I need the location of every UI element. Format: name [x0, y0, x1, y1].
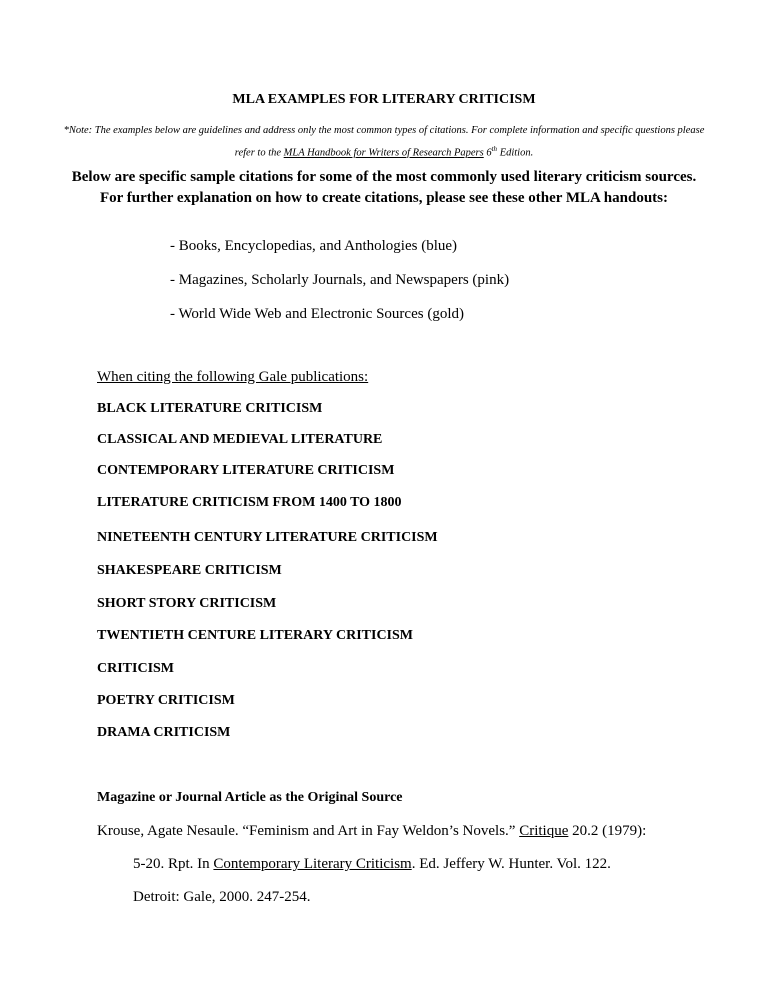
handout-item: - World Wide Web and Electronic Sources (gold) [170, 306, 464, 322]
publication-item: POETRY CRITICISM [97, 693, 235, 708]
edition-number: 6 [486, 147, 492, 159]
publication-item: BLACK LITERATURE CRITICISM [97, 401, 323, 416]
publication-item: LITERATURE CRITICISM FROM 1400 TO 1800 [97, 495, 402, 510]
note-text: *Note: The examples below are guidelines and address only the most common types of citations. For complete information and specific questions please refer to the [63, 125, 705, 159]
publication-item: CONTEMPORARY LITERATURE CRITICISM [97, 463, 395, 478]
citation-author-title: Krouse, Agate Nesaule. “Feminism and Art in Fay Weldon’s Novels.” [97, 823, 520, 839]
citation-reprint-title: Contemporary Literary Criticism [213, 856, 412, 872]
publication-item: SHAKESPEARE CRITICISM [97, 563, 282, 578]
publication-item: CRITICISM [97, 661, 175, 676]
citation-line-2 [133, 856, 611, 873]
intro-paragraph: Below are specific sample citations for some of the most commonly used literary criticism sources. For further explanation on how to create citations, please see these other MLA handouts: [71, 169, 697, 206]
handout-item: - Magazines, Scholarly Journals, and Newspapers (pink) [170, 272, 510, 288]
citation-journal: Critique [519, 823, 569, 839]
publication-item: DRAMA CRITICISM [97, 725, 231, 740]
section-heading: Magazine or Journal Article as the Original Source [97, 790, 403, 805]
citation-pages: 5-20. Rpt. In [133, 856, 214, 872]
publication-item: TWENTIETH CENTURE LITERARY CRITICISM [97, 628, 413, 643]
gale-heading: When citing the following Gale publications: [97, 369, 369, 385]
citation-volume: 20.2 (1979): [568, 823, 647, 839]
edition-superscript: th [491, 145, 498, 153]
citation-line-3: Detroit: Gale, 2000. 247-254. [133, 889, 311, 905]
page-title: MLA EXAMPLES FOR LITERARY CRITICISM [232, 92, 536, 107]
handbook-title: MLA Handbook for Writers of Research Papers [283, 147, 484, 159]
citation-line-1 [97, 823, 646, 840]
citation-editor: . Ed. Jeffery W. Hunter. Vol. 122. [411, 856, 611, 872]
publication-item: CLASSICAL AND MEDIEVAL LITERATURE [97, 432, 383, 447]
note [60, 122, 708, 163]
handout-item: - Books, Encyclopedias, and Anthologies (blue) [170, 238, 458, 254]
publication-item: NINETEENTH CENTURY LITERATURE CRITICISM [97, 530, 438, 545]
edition-suffix: Edition. [497, 147, 534, 159]
publication-item: SHORT STORY CRITICISM [97, 596, 277, 611]
